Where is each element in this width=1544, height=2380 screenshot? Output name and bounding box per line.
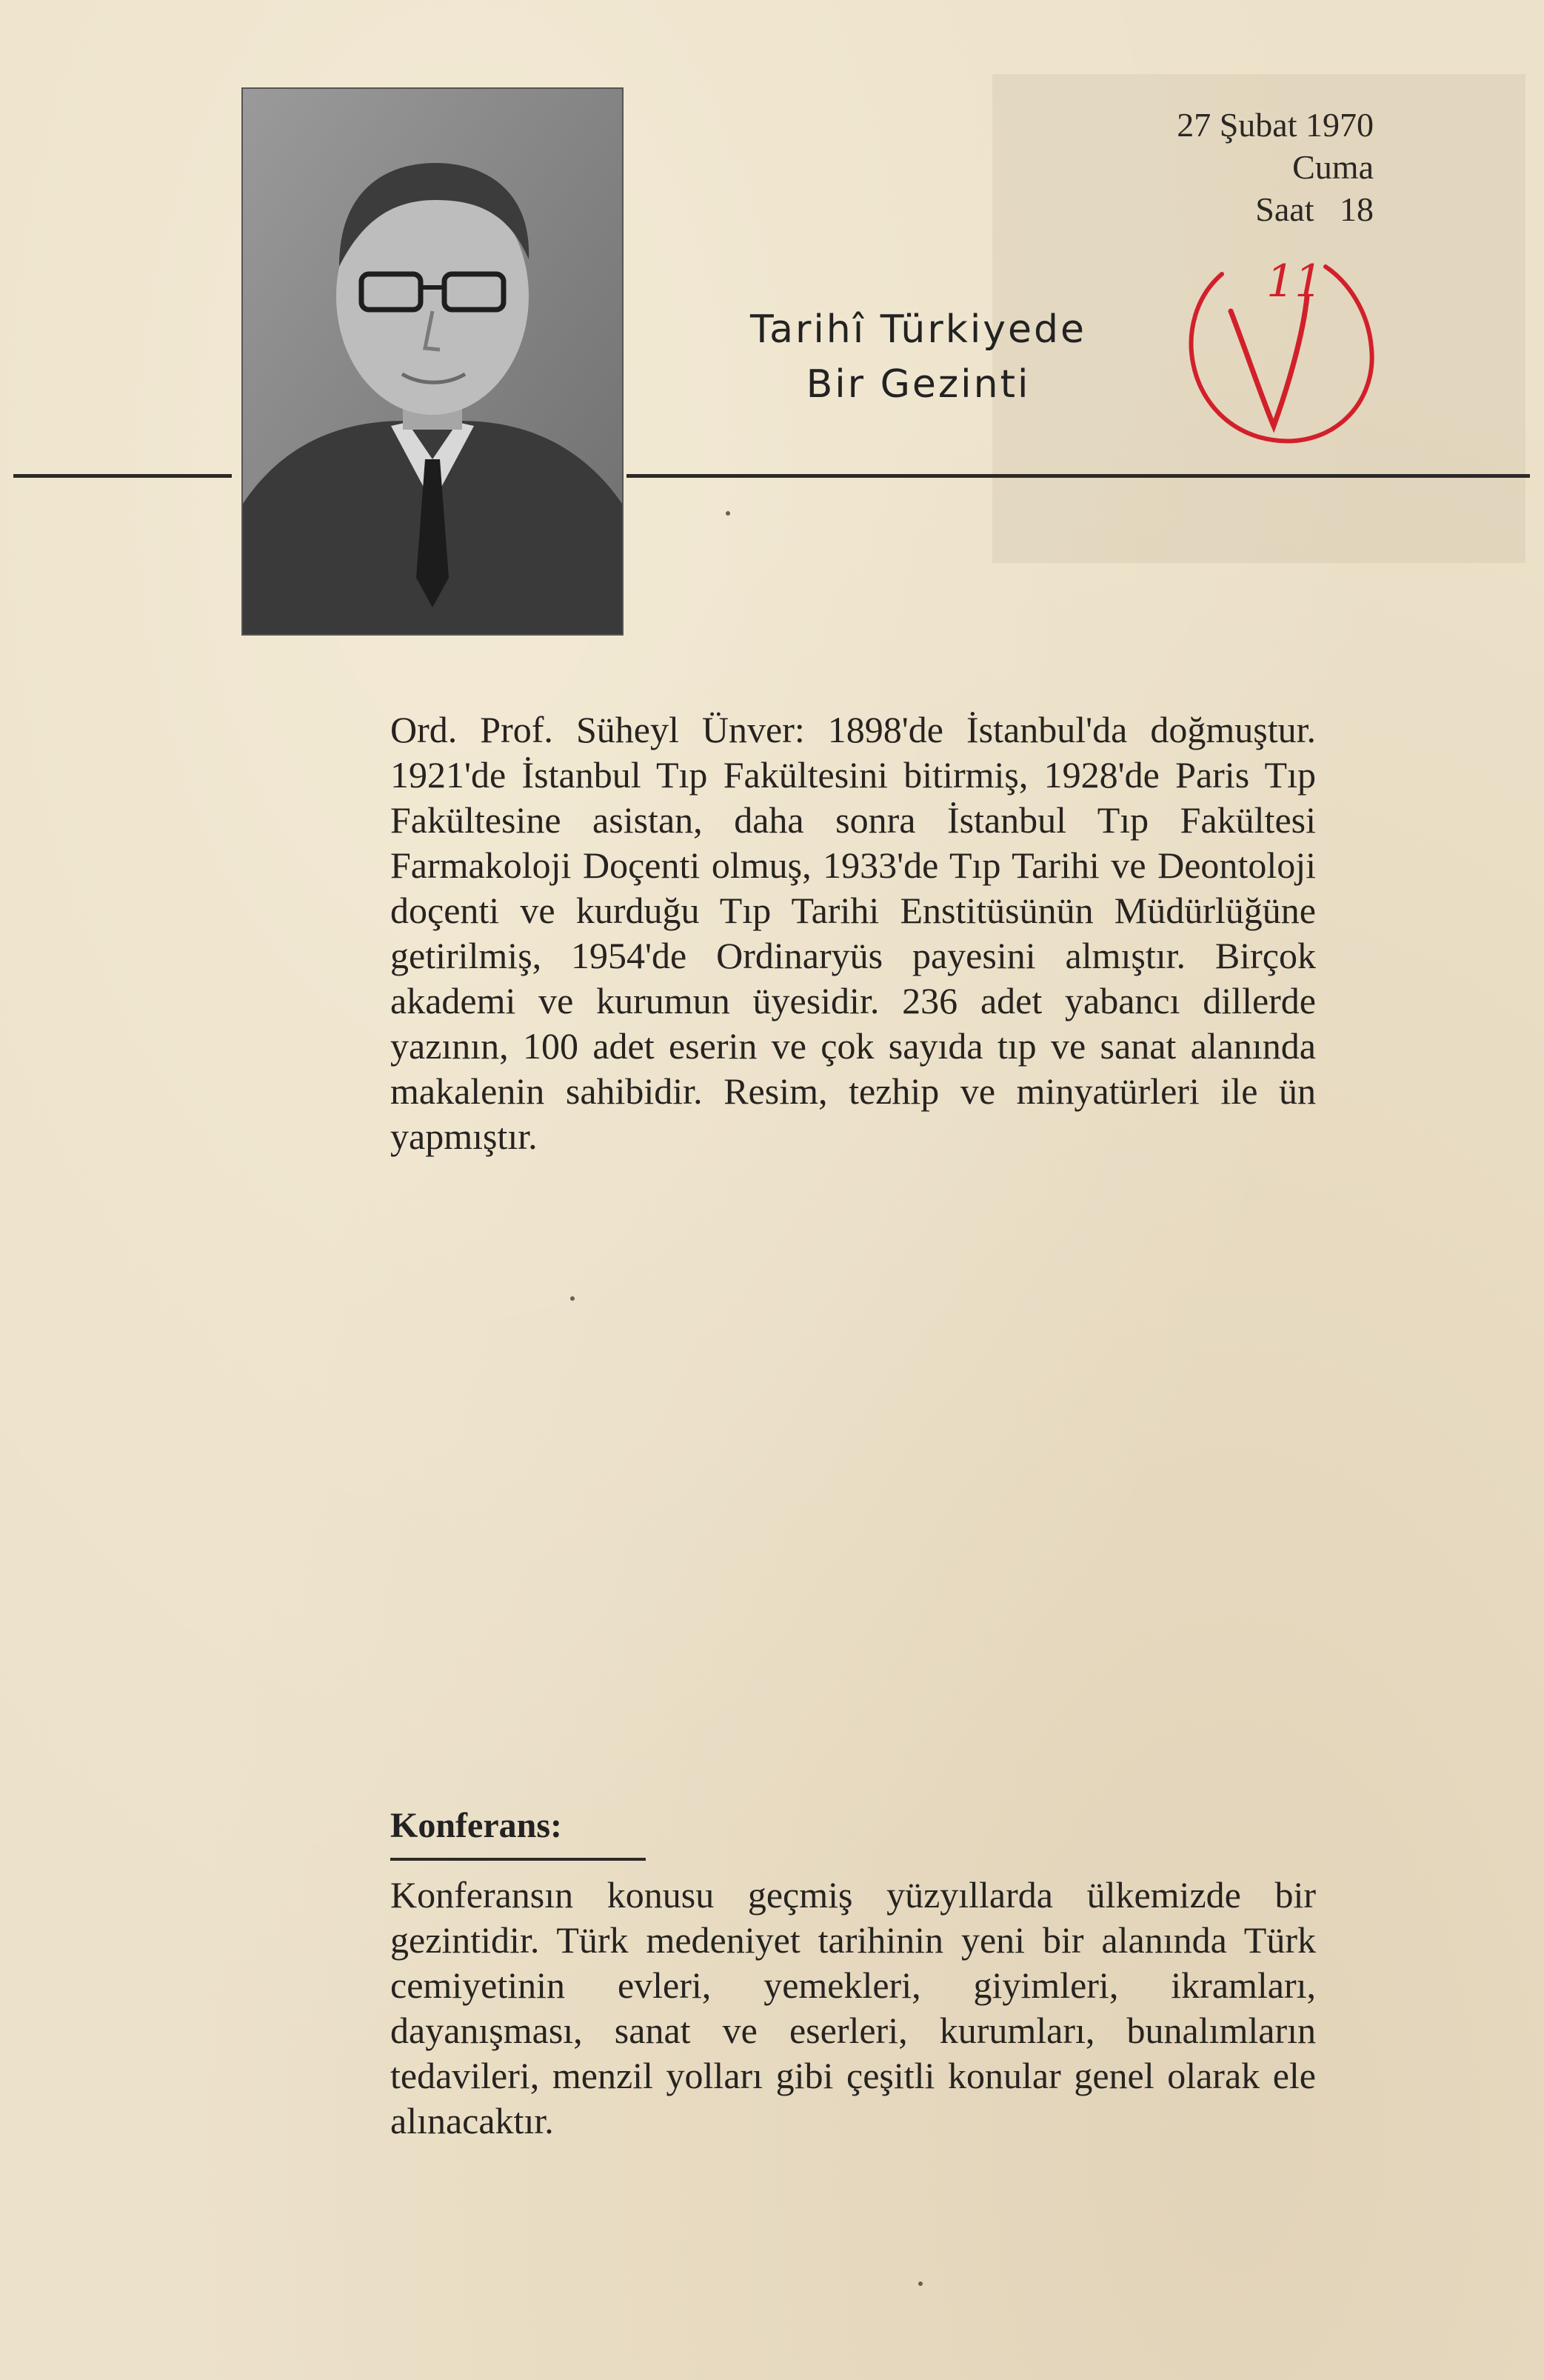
conference-heading: Konferans: [390, 1806, 562, 1845]
event-date-time [1177, 104, 1374, 230]
biography-paragraph: Ord. Prof. Süheyl Ünver: 1898'de İstanbul'da doğmuştur. 1921'de İstanbul Tıp Fakültesini bitirmiş, 1928'de Paris Tıp Fakültesine asistan, daha sonra İstanbul Tıp Fakültesi Farmakoloji Doçenti olmuş, 1933'de Tıp Tarihi ve Deontoloji doçenti ve kurduğu Tıp Tarihi Enstitüsünün Müdürlüğüne getirilmiş, 1954'de Ordinaryüs payesini almıştır. Birçok akademi ve kurumun üyesidir. 236 adet yabancı dillerde yazının, 100 adet eserin ve çok sayıda tıp ve sanat alanında makalenin sahibidir. Resim, tezhip ve minyatürleri ile ün yapmıştır. [390, 709, 1316, 1157]
red-check-stamp [1177, 244, 1385, 459]
portrait-illustration [243, 89, 622, 634]
title-line-2: Bir Gezinti [806, 362, 1031, 407]
event-date: 27 Şubat 1970 [1177, 106, 1374, 144]
paper-speck [918, 2281, 923, 2286]
event-day: Cuma [1292, 148, 1374, 186]
header-rule-right [626, 474, 1530, 478]
event-time [1177, 188, 1374, 230]
conference-paragraph: Konferansın konusu geçmiş yüzyıllarda ülkemizde bir gezintidir. Türk medeniyet tarihinin yeni bir alanında Türk cemiyetinin evleri, yemekleri, giyimleri, ikramları, dayanışması, sanat ve eserleri, kurumları, bunalımların tedavileri, menzil yolları gibi çeşitli konular genel olarak ele alınacaktır. [390, 1874, 1316, 2141]
title-line-1: Tarihî Türkiyede [749, 307, 1087, 352]
lecture-title [689, 302, 1148, 412]
stamp-mark: 11 [1266, 256, 1323, 307]
time-value: 18 [1340, 190, 1374, 228]
conference-heading-underline [390, 1858, 646, 1861]
time-label: Saat [1255, 190, 1314, 228]
header-rule-left [13, 474, 232, 478]
paper-speck [570, 1296, 575, 1301]
portrait-photo [241, 87, 624, 636]
paper-speck [726, 511, 730, 516]
